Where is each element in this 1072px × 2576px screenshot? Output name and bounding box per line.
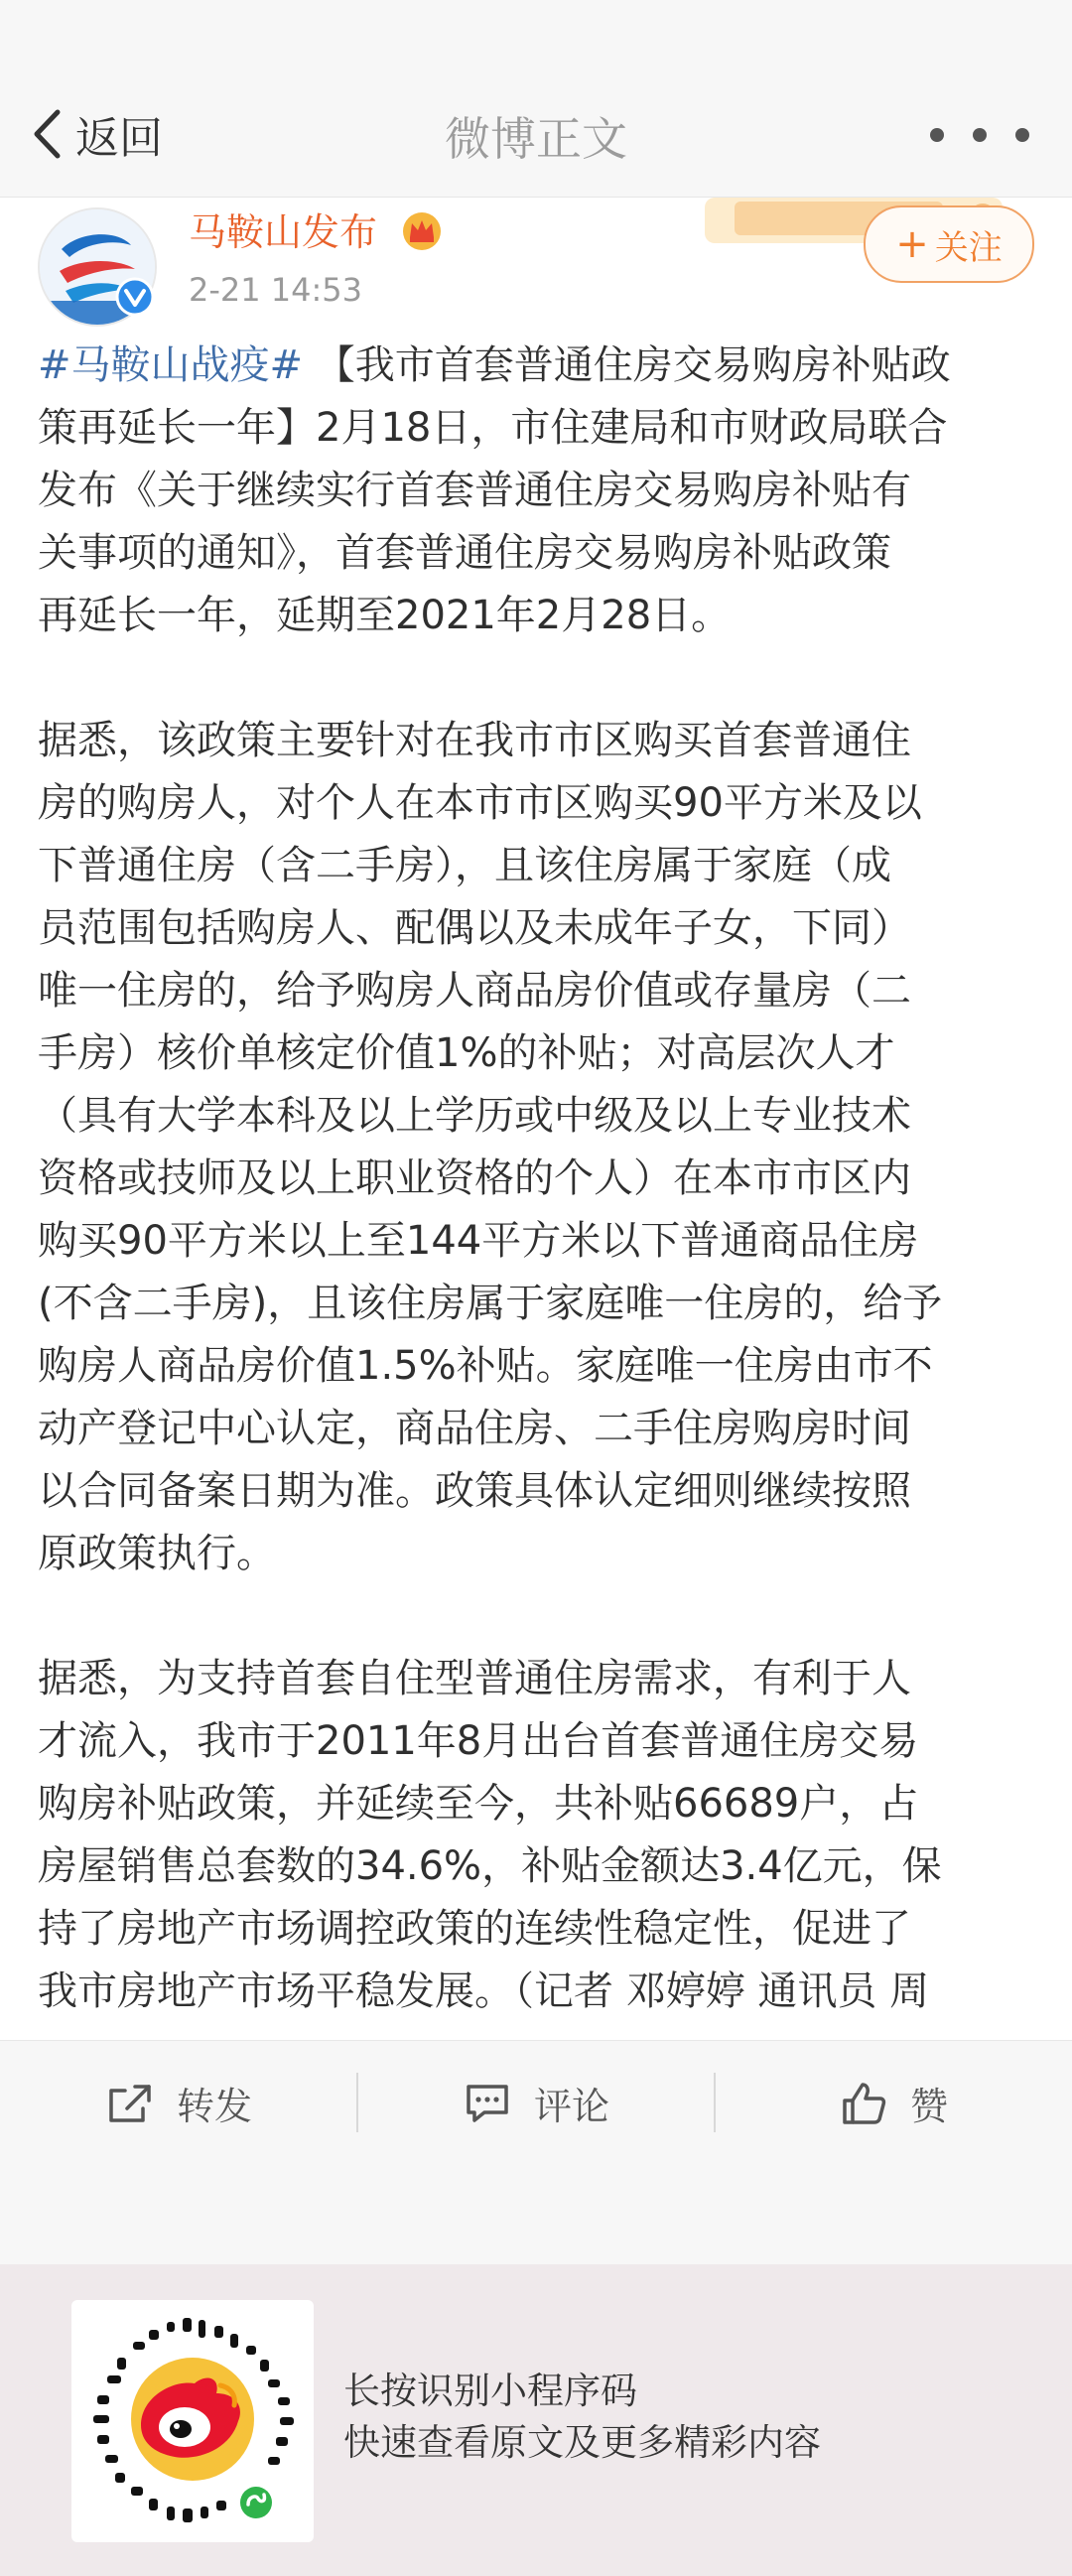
comment-button[interactable] [357, 2041, 715, 2165]
post-line: 购买90平方米以上至144平方米以下普通商品住房 [38, 1218, 919, 1264]
repost-icon [105, 2081, 155, 2126]
hashtag-link[interactable]: #马鞍山战疫# [38, 342, 304, 388]
paragraph-gap [38, 1585, 1040, 1648]
post-line: 房的购房人，对个人在本市市区购买90平方米及以 [38, 780, 922, 826]
post-line: 据悉，该政策主要针对在我市市区购买首套普通住 [38, 718, 911, 763]
follow-label: 关注 [934, 227, 1003, 268]
post-line: 下普通住房（含二手房），且该住房属于家庭（成 [38, 843, 891, 888]
author-name[interactable]: 马鞍山发布 [189, 210, 378, 254]
mini-program-footer [0, 2264, 1072, 2576]
spacer [0, 2165, 1072, 2264]
plus-icon: + [895, 221, 929, 267]
repost-label: 转发 [176, 2085, 252, 2128]
page-title: 微博正文 [445, 112, 627, 166]
post-line: 策再延长一年】2月18日，市住建局和市财政局联合 [38, 405, 948, 451]
post-line: 持了房地产市场调控政策的连续性稳定性，促进了 [38, 1906, 911, 1952]
post-line: 唯一住房的，给予购房人商品房价值或存量房（二 [38, 968, 911, 1014]
like-label: 赞 [909, 2085, 948, 2128]
verified-badge-icon [115, 277, 155, 317]
like-button[interactable] [715, 2041, 1072, 2165]
thumbs-up-icon [839, 2081, 888, 2126]
post-body [38, 335, 1040, 2023]
post-line: 员范围包括购房人、配偶以及未成年子女，下同） [38, 905, 911, 951]
post-line: 以合同备案日期为准。政策具体认定细则继续按照 [38, 1468, 911, 1514]
post-line: 手房）核价单核定价值1%的补贴；对高层次人才 [38, 1030, 895, 1076]
mini-program-qr-code[interactable] [71, 2300, 314, 2542]
promo-text [343, 2366, 821, 2469]
post-line: 再延长一年，延期至2021年2月28日。 [38, 593, 732, 638]
promo-line: 长按识别小程序码 [343, 2370, 637, 2412]
post-card [0, 198, 1072, 2039]
promo-line: 快速查看原文及更多精彩内容 [343, 2421, 821, 2464]
repost-button[interactable] [0, 2041, 357, 2165]
post-line: 动产登记中心认定，商品住房、二手住房购房时间 [38, 1406, 911, 1451]
post-line: 我市房地产市场平稳发展。（记者 邓婷婷 通讯员 周 [38, 1968, 930, 2014]
post-line: 购房人商品房价值1.5%补贴。家庭唯一住房由市不 [38, 1343, 933, 1389]
post-timestamp: 2-21 14:53 [189, 271, 363, 309]
follow-button[interactable] [864, 205, 1034, 283]
nav-bar [0, 0, 1072, 198]
post-line: (不含二手房)，且该住房属于家庭唯一住房的，给予 [38, 1281, 943, 1326]
post-line: 才流入，我市于2011年8月出台首套普通住房交易 [38, 1718, 919, 1764]
more-options-icon[interactable] [925, 115, 1034, 155]
action-bar [0, 2040, 1072, 2166]
crown-badge-icon [399, 207, 445, 251]
post-line: 房屋销售总套数的34.6%，补贴金额达3.4亿元，保 [38, 1843, 942, 1889]
post-line: （具有大学本科及以上学历或中级及以上专业技术 [38, 1093, 911, 1139]
post-line: 购房补贴政策，并延续至今，共补贴66689户，占 [38, 1781, 919, 1827]
post-line: 据悉，为支持首套自住型普通住房需求，有利于人 [38, 1656, 911, 1701]
paragraph-gap [38, 647, 1040, 710]
post-line: 原政策执行。 [38, 1531, 276, 1576]
back-label: 返回 [75, 113, 163, 164]
comment-label: 评论 [533, 2085, 609, 2128]
comment-icon [463, 2081, 512, 2126]
weibo-qr-icon [71, 2300, 314, 2542]
post-line: 关事项的通知》，首套普通住房交易购房补贴政策 [38, 530, 891, 576]
post-line: 资格或技师及以上职业资格的个人）在本市市区内 [38, 1155, 911, 1201]
post-line: 发布《关于继续实行首套普通住房交易购房补贴有 [38, 468, 911, 513]
post-line: #马鞍山战疫# 【我市首套普通住房交易购房补贴政 [38, 342, 951, 388]
